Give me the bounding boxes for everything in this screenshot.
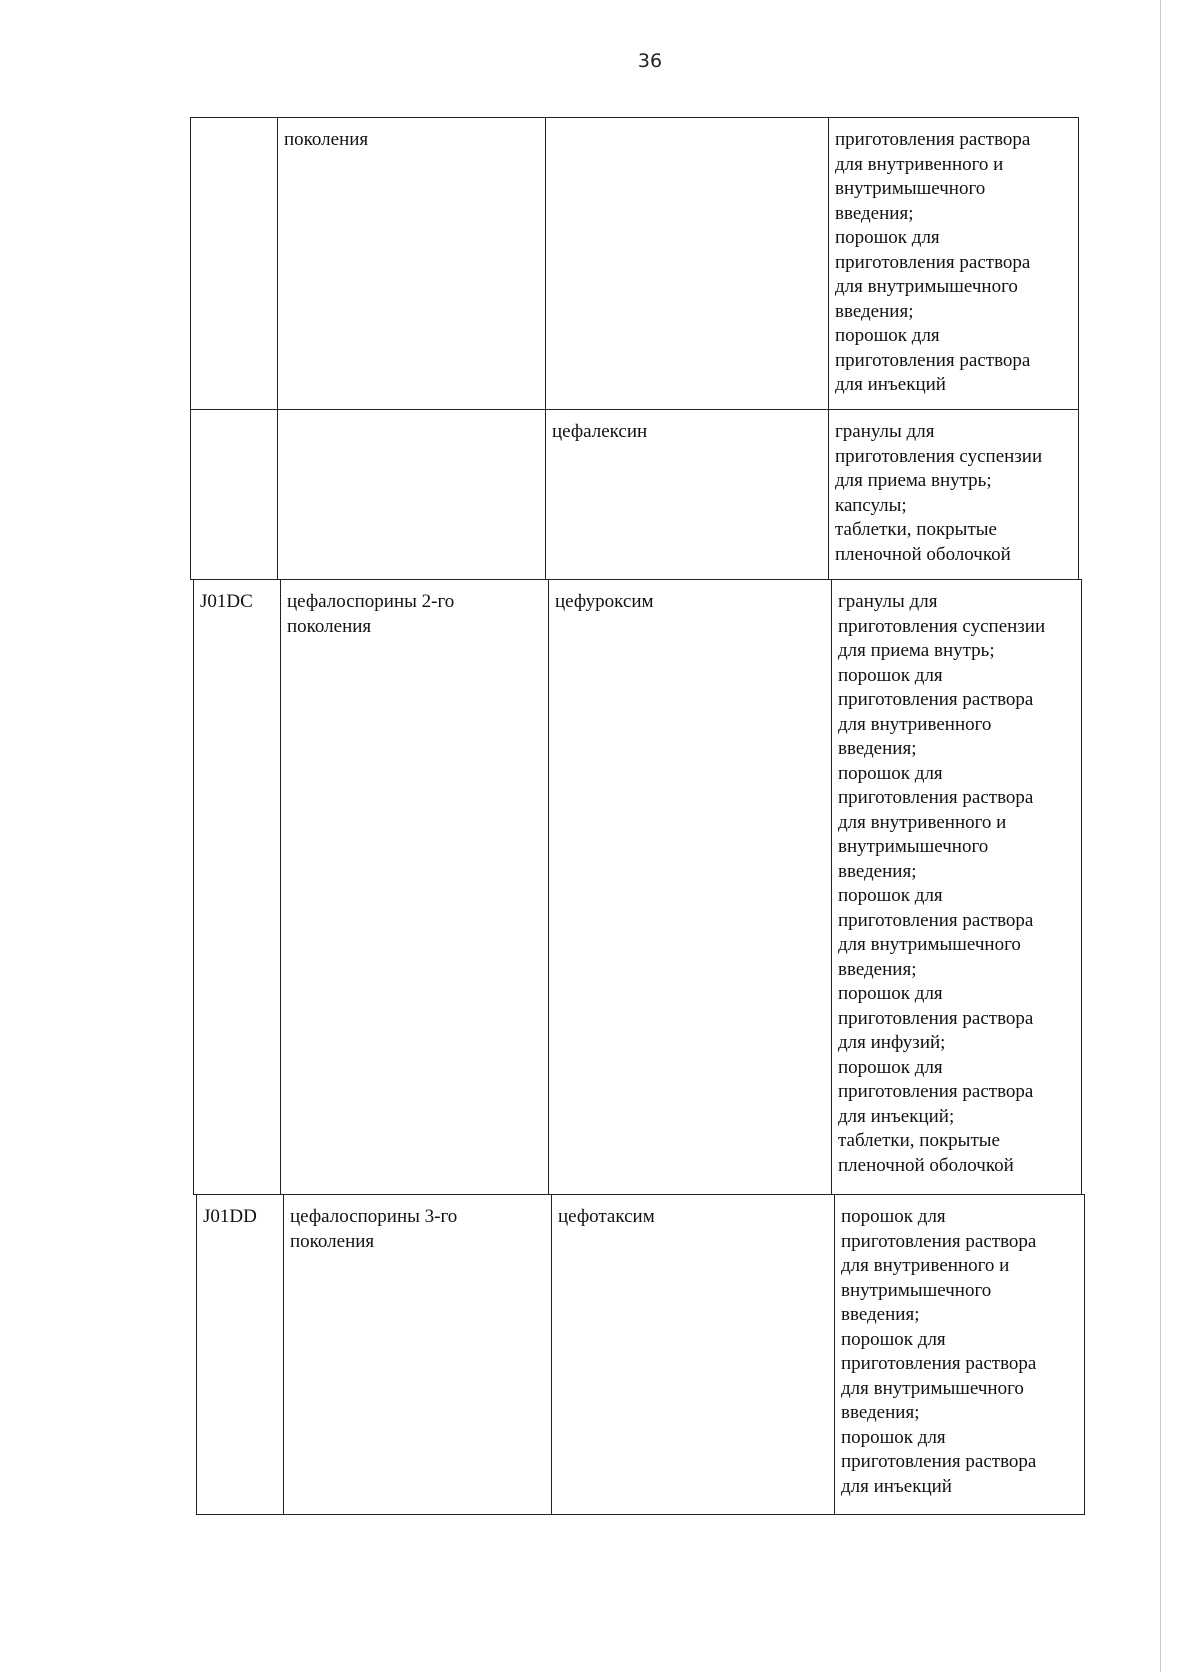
table-row: [191, 410, 1079, 580]
drug-table-segment: [193, 579, 1082, 1195]
table-row: [194, 580, 1082, 1195]
scan-page-edge: [1160, 0, 1161, 1672]
cell-text-line: приготовления суспензии: [838, 615, 1046, 637]
atc-code-cell: [197, 1195, 284, 1515]
cell-text-line: капсулы;: [835, 494, 907, 516]
cell-text-line: поколения: [287, 615, 372, 637]
cell-text-line: введения;: [835, 300, 914, 322]
drug-table-segment: [196, 1194, 1085, 1515]
pharmacological-group-cell: [281, 580, 549, 1195]
dosage-forms-cell: [835, 1195, 1085, 1515]
cell-text-line: приготовления раствора: [838, 787, 1034, 808]
cell-text-line: порошок для: [841, 1426, 946, 1448]
cell-text-line: для внутривенного и: [835, 153, 1004, 175]
cell-text-line: для внутримышечного: [838, 934, 1021, 955]
cell-text-line: внутримышечного: [835, 178, 986, 199]
cell-text-line: таблетки, покрытые: [838, 1130, 1000, 1151]
dosage-forms-cell: [829, 118, 1079, 410]
cell-text-line: для инъекций: [835, 374, 946, 395]
cell-text-line: порошок для: [841, 1206, 946, 1227]
cell-text-line: порошок для: [838, 762, 943, 784]
cell-text-line: для инфузий;: [838, 1032, 946, 1053]
cell-text-line: для внутримышечного: [835, 276, 1018, 297]
drug-name-cell: [546, 118, 829, 410]
table-row: [197, 1195, 1085, 1515]
cell-text-line: порошок для: [838, 983, 943, 1004]
cell-text-line: гранулы для: [838, 591, 938, 612]
cell-text-line: внутримышечного: [838, 836, 989, 857]
cell-text-line: пленочной оболочкой: [838, 1154, 1014, 1176]
drug-name-cell: [552, 1195, 835, 1515]
dosage-forms-cell: [829, 410, 1079, 580]
cell-text-line: введения;: [838, 860, 917, 882]
cell-text-line: введения;: [835, 202, 914, 224]
cell-text-line: поколения: [290, 1230, 375, 1252]
cell-text-line: приготовления раствора: [841, 1451, 1037, 1472]
cell-text-line: для внутривенного: [838, 713, 992, 735]
cell-text-line: для инъекций: [841, 1475, 952, 1497]
cell-text-line: приготовления суспензии: [835, 445, 1043, 467]
cell-text-line: цефалоспорины 2-го: [287, 591, 455, 612]
cell-text-line: введения;: [838, 738, 917, 759]
cell-text-line: порошок для: [841, 1328, 946, 1350]
atc-code-cell: [191, 410, 278, 580]
drug-table-segment: [190, 117, 1079, 580]
page-number: 36: [637, 50, 663, 72]
cell-text-line: введения;: [838, 958, 917, 980]
cell-text-line: J01DC: [200, 591, 253, 612]
cell-text-line: цефалоспорины 3-го: [290, 1206, 458, 1227]
dosage-forms-cell: [832, 580, 1082, 1195]
cell-text-line: для инъекций;: [838, 1105, 955, 1127]
cell-text-line: порошок для: [838, 1056, 943, 1078]
cell-text-line: поколения: [284, 129, 369, 150]
cell-text-line: приготовления раствора: [841, 1353, 1037, 1374]
cell-text-line: для приема внутрь;: [838, 640, 995, 661]
cell-text-line: для внутривенного и: [838, 811, 1007, 833]
cell-text-line: для приема внутрь;: [835, 470, 992, 491]
cell-text-line: приготовления раствора: [835, 129, 1031, 150]
cell-text-line: приготовления раствора: [835, 349, 1031, 371]
cell-text-line: приготовления раствора: [835, 251, 1031, 273]
cell-text-line: цефалексин: [552, 421, 648, 442]
cell-text-line: приготовления раствора: [841, 1230, 1037, 1252]
cell-text-line: порошок для: [835, 227, 940, 248]
cell-text-line: таблетки, покрытые: [835, 519, 997, 540]
cell-text-line: приготовления раствора: [838, 689, 1034, 710]
cell-text-line: порошок для: [835, 325, 940, 346]
table-row: [191, 118, 1079, 410]
drug-name-cell: [546, 410, 829, 580]
cell-text-line: J01DD: [203, 1206, 257, 1227]
cell-text-line: цефуроксим: [555, 591, 654, 612]
atc-code-cell: [194, 580, 281, 1195]
cell-text-line: для внутривенного и: [841, 1255, 1010, 1276]
atc-code-cell: [191, 118, 278, 410]
cell-text-line: гранулы для: [835, 421, 935, 442]
pharmacological-group-cell: [284, 1195, 552, 1515]
cell-text-line: пленочной оболочкой: [835, 543, 1011, 565]
cell-text-line: приготовления раствора: [838, 1007, 1034, 1029]
cell-text-line: порошок для: [838, 885, 943, 906]
cell-text-line: введения;: [841, 1304, 920, 1325]
cell-text-line: введения;: [841, 1402, 920, 1423]
cell-text-line: приготовления раствора: [838, 1081, 1034, 1102]
cell-text-line: цефотаксим: [558, 1206, 655, 1227]
pharmacological-group-cell: [278, 410, 546, 580]
pharmacological-group-cell: [278, 118, 546, 410]
cell-text-line: порошок для: [838, 664, 943, 686]
cell-text-line: для внутримышечного: [841, 1377, 1024, 1399]
cell-text-line: приготовления раствора: [838, 909, 1034, 931]
cell-text-line: внутримышечного: [841, 1279, 992, 1301]
drug-name-cell: [549, 580, 832, 1195]
